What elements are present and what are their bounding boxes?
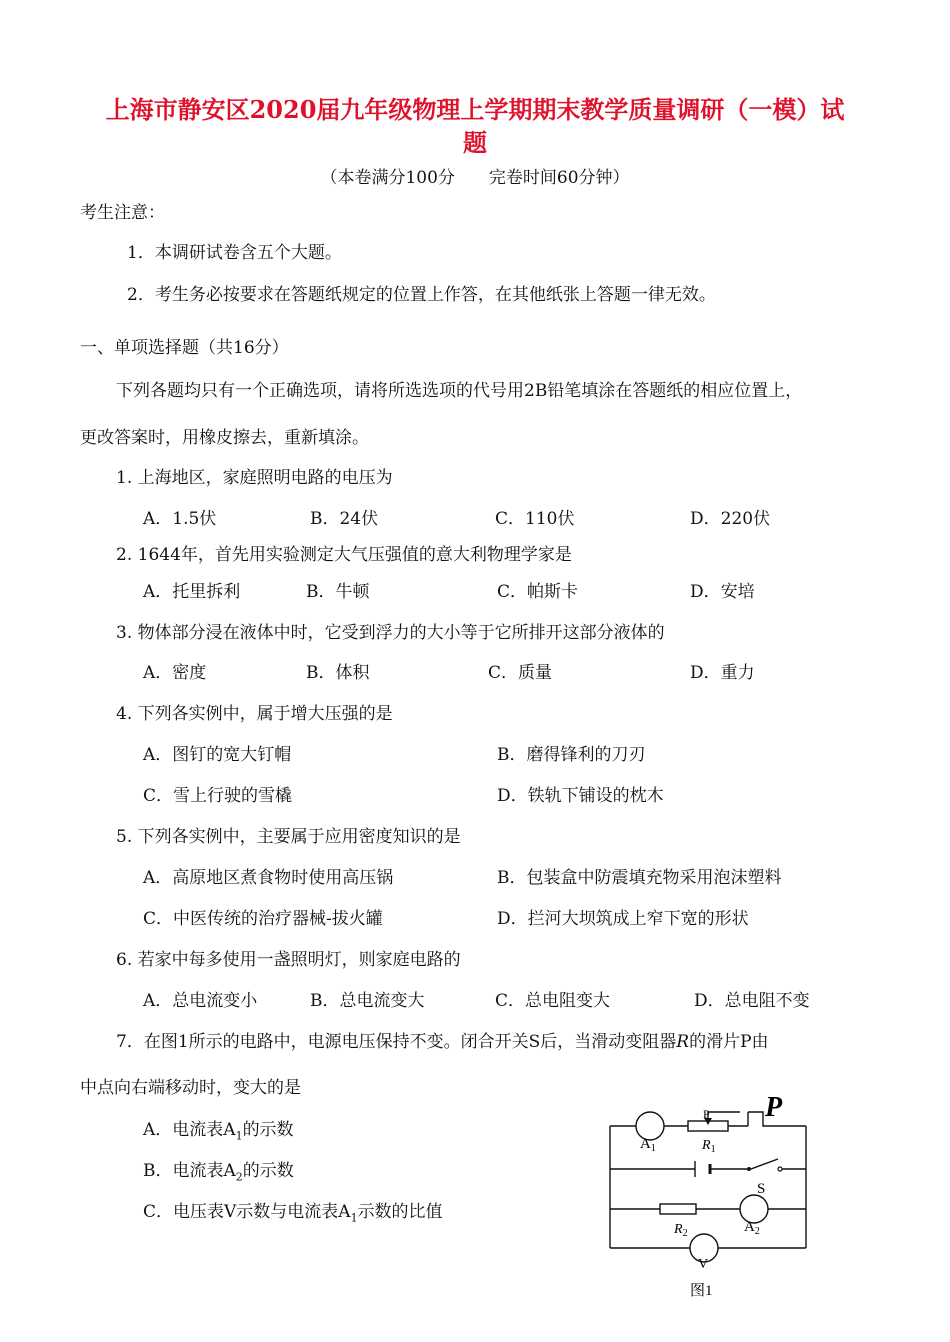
q2-stem: 2. 1644年，首先用实验测定大气压强值的意大利物理学家是	[116, 545, 572, 565]
section1-instructions-1: 下列各题均只有一个正确选项，请将所选选项的代号用2B铅笔填涂在答题纸的相应位置上，	[116, 381, 803, 401]
q3-option-b: B．体积	[306, 663, 370, 683]
q5-option-a: A．高原地区煮食物时使用高压锅	[143, 868, 394, 888]
q3-stem: 3. 物体部分浸在液体中时，它受到浮力的大小等于它所排开这部分液体的	[116, 623, 665, 643]
switch-s	[751, 1159, 778, 1169]
notice-item-2: 2．考生务必按要求在答题纸规定的位置上作答，在其他纸张上答题一律无效。	[127, 285, 716, 305]
paper-title-line1: 上海市静安区2020届九年级物理上学期期末教学质量调研（一模）试	[105, 95, 845, 124]
q4-stem: 4. 下列各实例中，属于增大压强的是	[116, 704, 393, 724]
q7-option-c: C．电压表V示数与电流表$A_1$示数的比值	[143, 1202, 443, 1225]
q5-option-b: B．包装盒中防震填充物采用泡沫塑料	[497, 868, 782, 888]
q4-option-a: A．图钉的宽大钉帽	[143, 745, 292, 765]
q1-stem: 1. 上海地区，家庭照明电路的电压为	[116, 468, 393, 488]
label-r1: $R_1$	[702, 1138, 716, 1155]
q1-option-b: B．24伏	[310, 509, 379, 529]
label-a1: $A_1$	[640, 1136, 656, 1154]
q6-option-a: A．总电流变小	[143, 991, 258, 1011]
label-small-p: P	[703, 1107, 710, 1121]
paper-subtitle: （本卷满分100分 完卷时间60分钟）	[320, 168, 630, 188]
q1-option-a: A．1.5伏	[143, 509, 217, 529]
q4-option-c: C．雪上行驶的雪橇	[143, 786, 293, 806]
q7-stem-line1: 7．在图1所示的电路中，电源电压保持不变。闭合开关S后，当滑动变阻器R的滑片P由	[116, 1032, 769, 1052]
q5-option-c: C．中医传统的治疗器械-拔火罐	[143, 909, 383, 929]
label-big-p: P	[765, 1092, 783, 1123]
q6-option-b: B．总电流变大	[310, 991, 425, 1011]
circuit-diagram-figure1	[590, 1085, 830, 1305]
label-v: V	[698, 1257, 709, 1272]
notice-item-1: 1．本调研试卷含五个大题。	[127, 243, 342, 263]
q6-option-c: C．总电阻变大	[495, 991, 611, 1011]
q2-option-c: C．帕斯卡	[497, 582, 579, 602]
label-s: S	[757, 1181, 766, 1197]
resistor-r2	[660, 1204, 696, 1214]
q2-option-d: D．安培	[690, 582, 755, 602]
q7-stem-line2: 中点向右端移动时，变大的是	[80, 1078, 301, 1098]
q6-stem: 6. 若家中每多使用一盏照明灯，则家庭电路的	[116, 950, 461, 970]
label-r2: $R_2$	[674, 1222, 688, 1239]
q4-option-d: D．铁轨下铺设的枕木	[497, 786, 664, 806]
q1-option-c: C．110伏	[495, 509, 575, 529]
notice-heading: 考生注意：	[80, 203, 165, 223]
section1-heading: 一、单项选择题（共16分）	[80, 338, 289, 358]
q2-option-b: B．牛顿	[306, 582, 370, 602]
q5-stem: 5. 下列各实例中，主要属于应用密度知识的是	[116, 827, 461, 847]
paper-title-line2: 题	[463, 128, 487, 157]
label-a2: $A_2$	[744, 1219, 760, 1237]
q3-option-c: C．质量	[488, 663, 553, 683]
q2-option-a: A．托里拆利	[143, 582, 241, 602]
q7-option-a: A．电流表$A_1$的示数	[143, 1120, 294, 1143]
q7-var-r: R	[676, 1032, 690, 1052]
q3-option-d: D．重力	[690, 663, 755, 683]
q7-option-b: B．电流表$A_2$的示数	[143, 1161, 294, 1184]
q4-option-b: B．磨得锋利的刀刃	[497, 745, 646, 765]
q3-option-a: A．密度	[143, 663, 207, 683]
section1-instructions-2: 更改答案时，用橡皮擦去，重新填涂。	[80, 428, 369, 448]
q5-option-d: D．拦河大坝筑成上窄下宽的形状	[497, 909, 749, 929]
q1-option-d: D．220伏	[690, 509, 771, 529]
q6-option-d: D．总电阻不变	[694, 991, 810, 1011]
figure-caption: 图1	[690, 1283, 713, 1299]
